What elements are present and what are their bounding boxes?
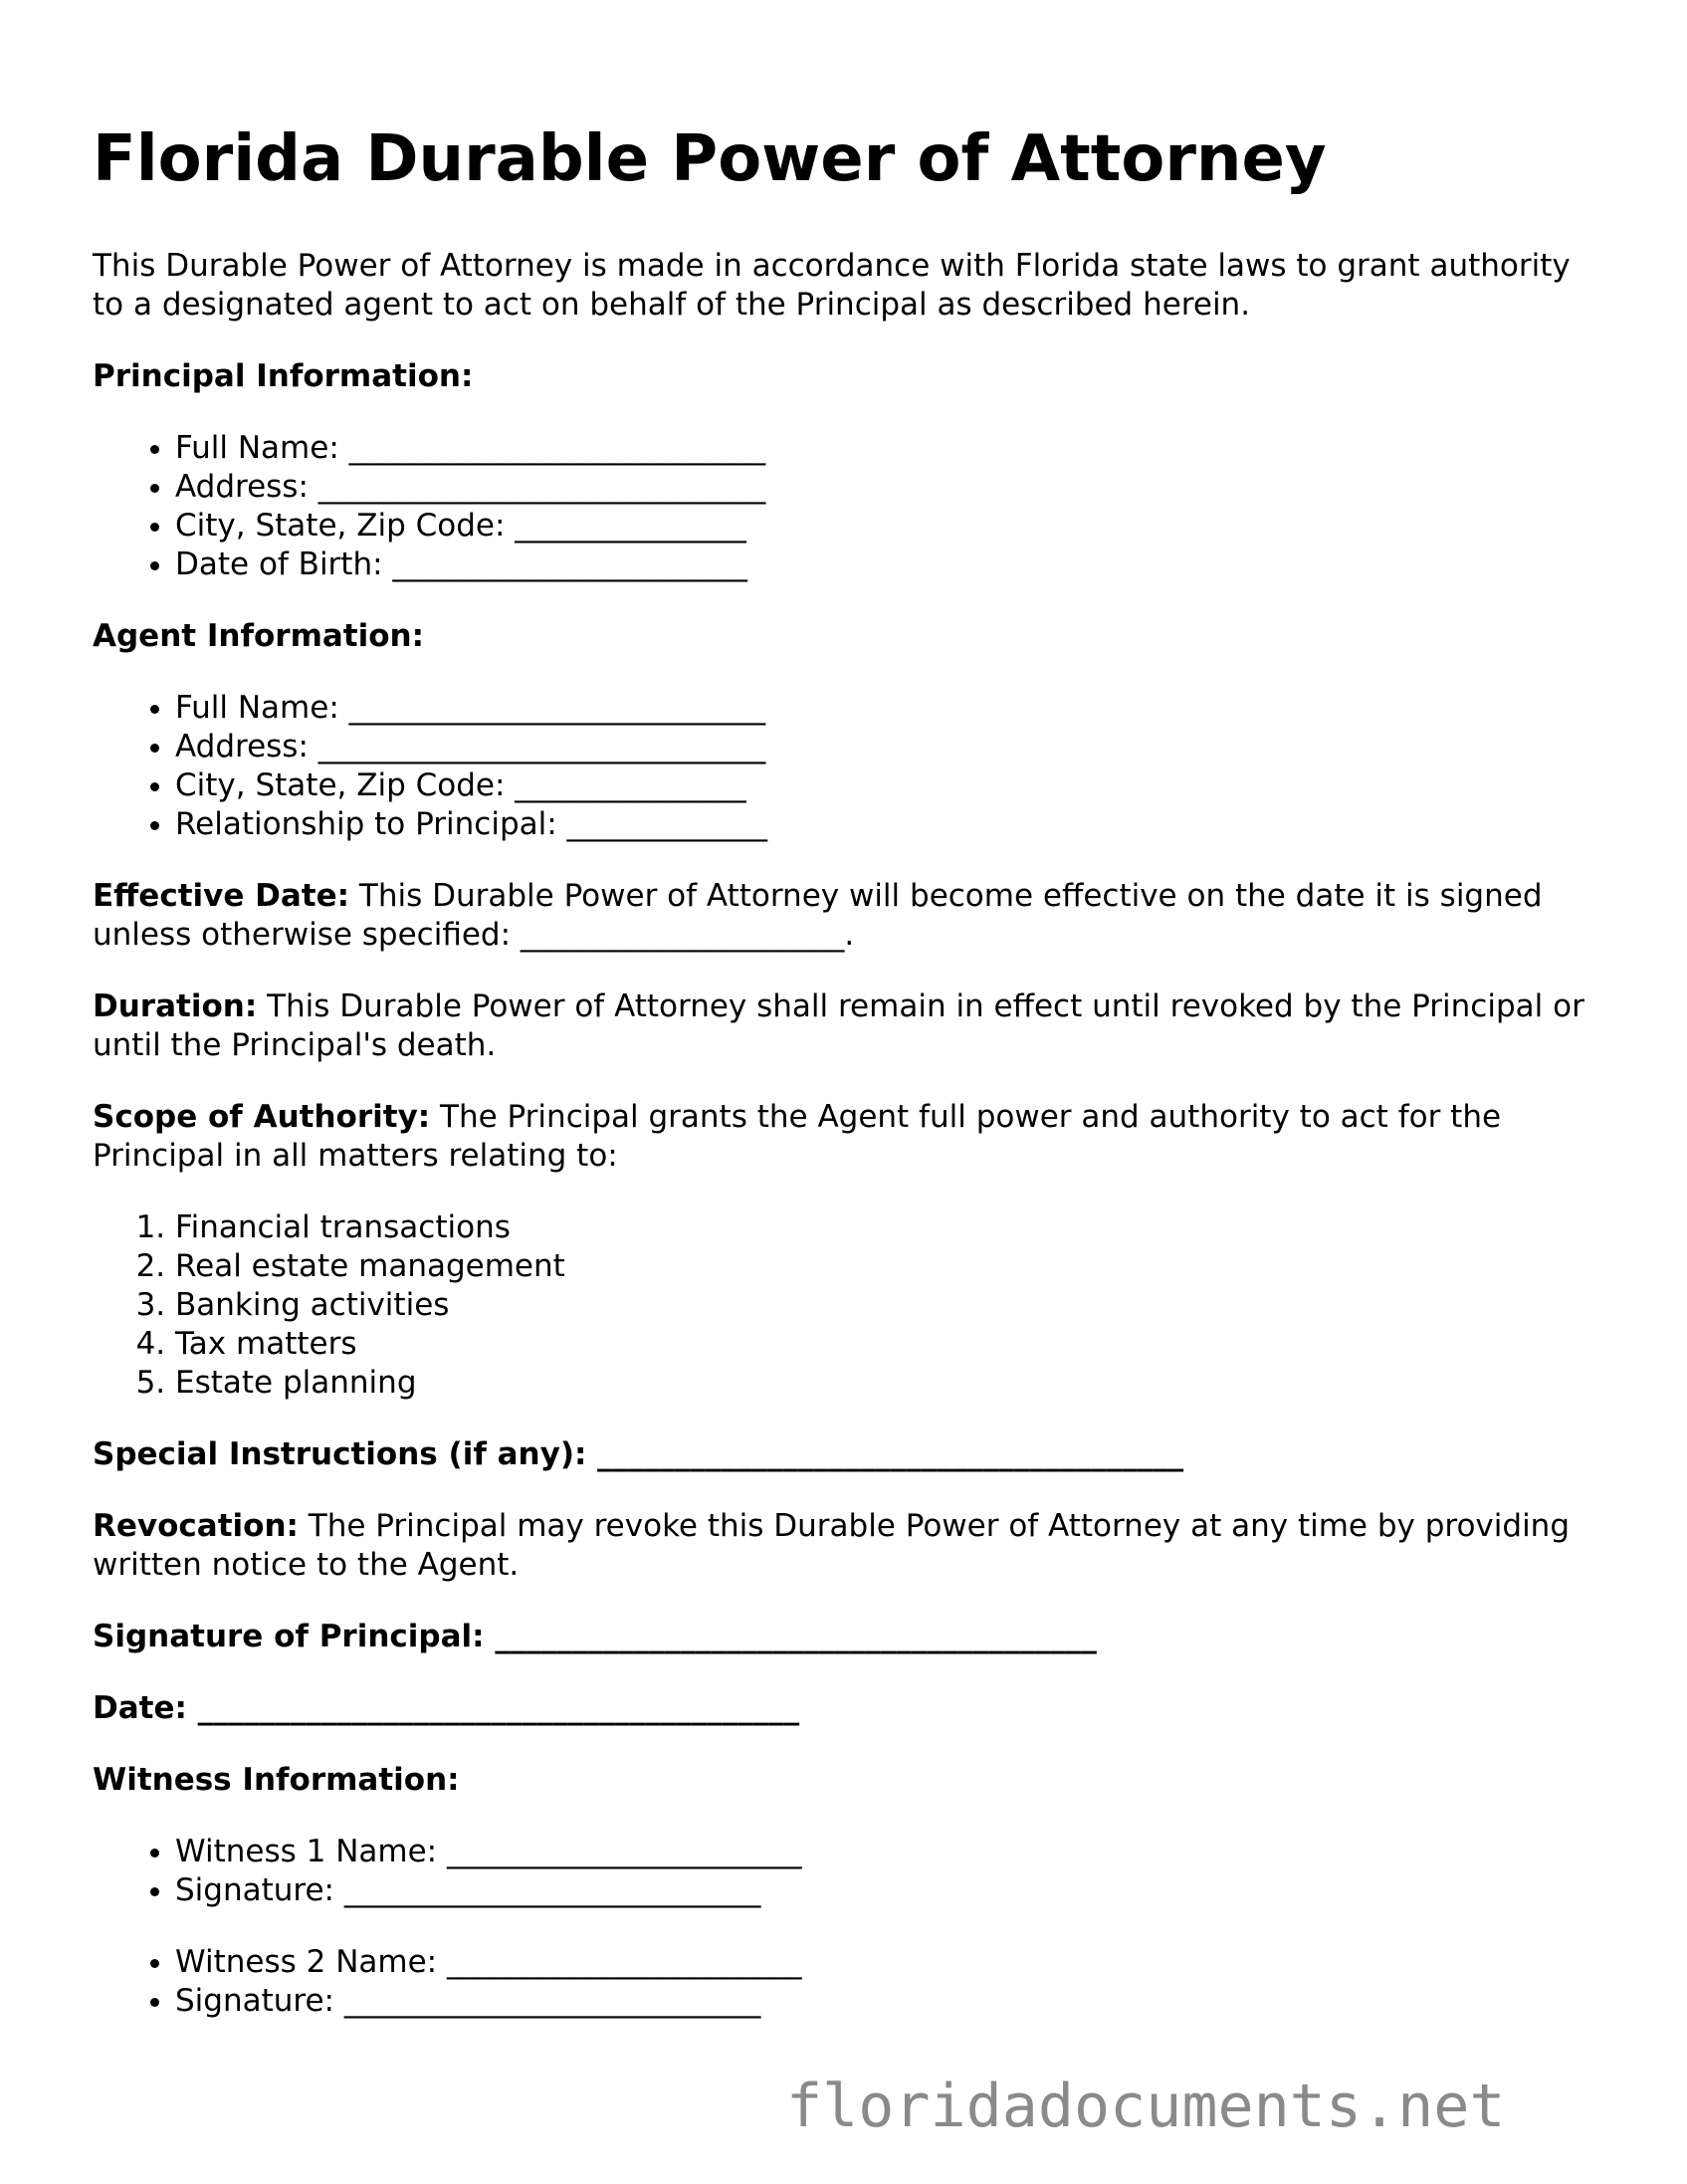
principal-heading: Principal Information: — [93, 358, 474, 394]
witness2-list — [93, 1943, 1585, 2021]
witness1-name: • Witness 1 Name: _______________________ — [175, 1833, 1585, 1871]
principal-list — [93, 429, 1585, 584]
effective-date-text: This Durable Power of Attorney will become effective on the date it is signed unless otherwise specified: _____________________. — [93, 878, 1543, 953]
scope-list — [93, 1208, 1585, 1403]
principal-full-name: • Full Name: ___________________________ — [175, 429, 1585, 468]
agent-city-state-zip: • City, State, Zip Code: _______________ — [175, 766, 1585, 805]
special-instructions: Special Instructions (if any): ______________________________________ — [93, 1436, 1184, 1472]
effective-date-label: Effective Date: — [93, 878, 350, 914]
scope-item: 1. Financial transactions — [175, 1208, 1585, 1247]
duration-label: Duration: — [93, 988, 258, 1024]
principal-signature-line: Signature of Principal: _______________________________________ — [93, 1619, 1097, 1654]
date-line: Date: _______________________________________ — [93, 1690, 800, 1726]
witness1-list — [93, 1833, 1585, 1910]
revocation-label: Revocation: — [93, 1508, 299, 1544]
scope-item: 4. Tax matters — [175, 1325, 1585, 1364]
agent-full-name: • Full Name: ___________________________ — [175, 689, 1585, 728]
principal-date-of-birth: • Date of Birth: _______________________ — [175, 546, 1585, 584]
intro-paragraph: This Durable Power of Attorney is made in accordance with Florida state laws to grant authority to a designated agent to act on behalf of the Principal as described herein. — [93, 248, 1571, 323]
scope-label: Scope of Authority: — [93, 1099, 431, 1135]
document-title: Florida Durable Power of Attorney — [93, 122, 1327, 196]
witness2-name: • Witness 2 Name: _______________________ — [175, 1943, 1585, 1982]
duration-text: This Durable Power of Attorney shall remain in effect until revoked by the Principal or until the Principal's death. — [93, 988, 1584, 1063]
witness-heading: Witness Information: — [93, 1762, 460, 1798]
effective-date-paragraph — [93, 877, 1585, 955]
site-watermark: floridadocuments.net — [786, 2072, 1506, 2141]
scope-text: The Principal grants the Agent full power and authority to act for the Principal in all matters relating to: — [93, 1099, 1502, 1174]
principal-city-state-zip: • City, State, Zip Code: _______________ — [175, 507, 1585, 546]
scope-item: 5. Estate planning — [175, 1364, 1585, 1403]
duration-paragraph — [93, 987, 1585, 1065]
agent-relationship: • Relationship to Principal: _____________ — [175, 805, 1585, 844]
agent-heading: Agent Information: — [93, 618, 424, 654]
scope-item: 3. Banking activities — [175, 1286, 1585, 1325]
scope-paragraph — [93, 1098, 1585, 1176]
revocation-text: The Principal may revoke this Durable Power of Attorney at any time by providing written notice to the Agent. — [93, 1508, 1571, 1583]
agent-address: • Address: _____________________________ — [175, 728, 1585, 766]
agent-list — [93, 689, 1585, 844]
document-page — [93, 111, 1585, 2054]
revocation-paragraph — [93, 1507, 1585, 1585]
witness1-signature: • Signature: ___________________________ — [175, 1871, 1585, 1910]
witness2-signature: • Signature: ___________________________ — [175, 1982, 1585, 2021]
principal-address: • Address: _____________________________ — [175, 468, 1585, 507]
scope-item: 2. Real estate management — [175, 1247, 1585, 1286]
